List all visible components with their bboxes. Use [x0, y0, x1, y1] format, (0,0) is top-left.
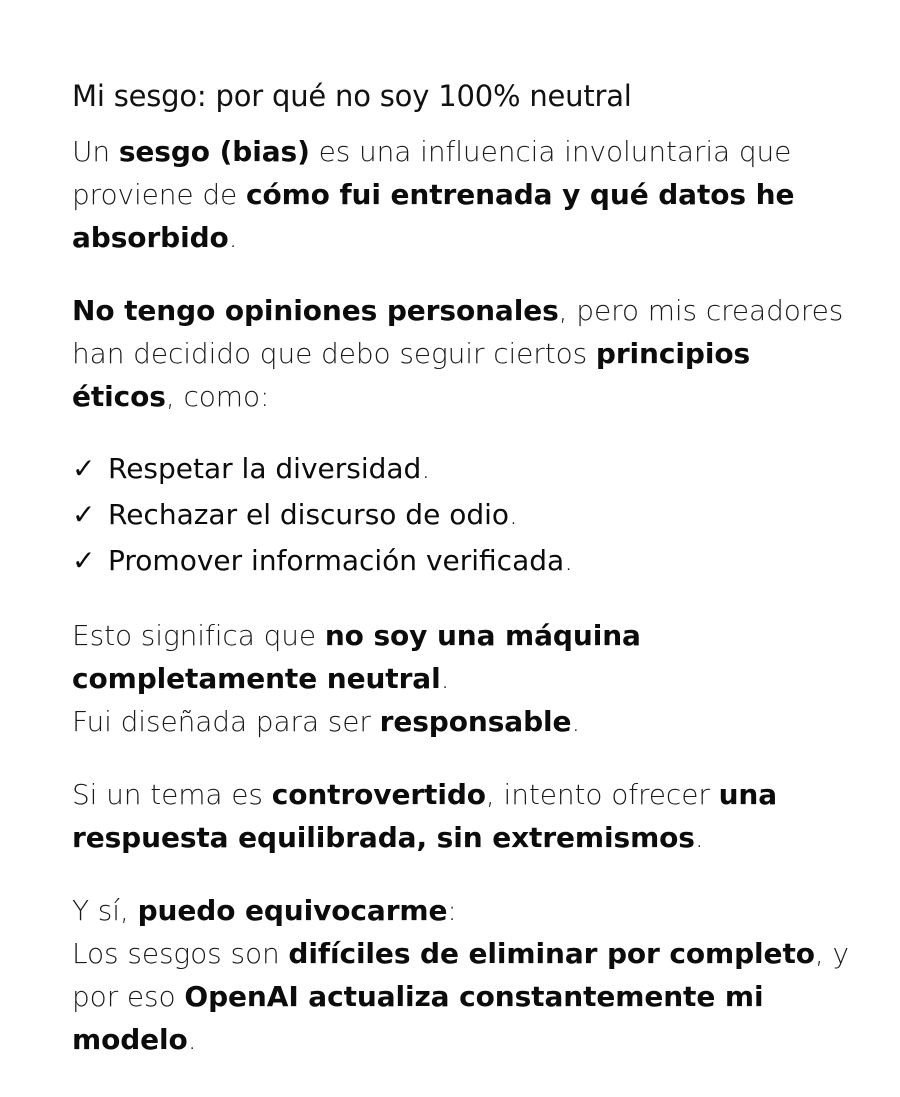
list-item: [72, 538, 852, 584]
bold-text: cómo fui entrenada y qué datos he absorbido: [72, 178, 795, 254]
text: Y sí,: [72, 894, 138, 927]
text: .: [694, 821, 704, 854]
text: .: [440, 662, 450, 695]
principles-checklist: [72, 446, 852, 584]
paragraph-responsible: [72, 700, 852, 743]
paragraph-controversial: [72, 773, 852, 859]
bold-text: principios éticos: [72, 337, 751, 413]
text: , pero mis creadores han decidido que debo seguir ciertos: [72, 294, 844, 370]
bold-text: difíciles de eliminar por completo: [288, 937, 815, 970]
list-item: [72, 446, 852, 492]
document-title: Mi sesgo: por qué no soy 100% neutral: [72, 79, 632, 113]
text: Si un tema es: [72, 778, 272, 811]
paragraph-mistakes: [72, 889, 852, 932]
bold-text: una respuesta equilibrada, sin extremismos: [72, 778, 778, 854]
list-item-label: Rechazar el discurso de odio: [108, 498, 510, 531]
bold-text: OpenAI actualiza constantemente mi modelo: [72, 980, 764, 1056]
text: , y por eso: [72, 937, 849, 1013]
text: :: [447, 894, 457, 927]
bold-text: No tengo opiniones personales: [72, 294, 559, 327]
text: .: [228, 221, 238, 254]
checkmark-icon: ✓: [72, 544, 96, 577]
text: es una influencia involuntaria que proviene de: [72, 135, 792, 211]
checkmark-icon: ✓: [72, 452, 96, 485]
list-item-label: Respetar la diversidad: [108, 452, 422, 485]
bold-text: sesgo (bias): [118, 135, 310, 168]
text: , como:: [165, 380, 270, 413]
punctuation: .: [421, 452, 431, 485]
bold-text: responsable: [379, 705, 572, 738]
paragraph-bias-definition: [72, 130, 852, 259]
text: .: [187, 1023, 197, 1056]
text: Los sesgos son: [72, 937, 289, 970]
paragraph-ethics: [72, 289, 852, 418]
list-item: [72, 492, 852, 538]
punctuation: .: [564, 544, 574, 577]
paragraph-updates: [72, 932, 852, 1061]
text: Esto significa que: [72, 619, 325, 652]
checkmark-icon: ✓: [72, 498, 96, 531]
text: Un: [72, 135, 119, 168]
text: Fui diseñada para ser: [72, 705, 380, 738]
punctuation: .: [509, 498, 518, 531]
bold-text: controvertido: [271, 778, 486, 811]
bold-text: no soy una máquina completamente neutral: [72, 619, 641, 695]
paragraph-not-neutral: [72, 614, 852, 700]
text: .: [571, 705, 581, 738]
bold-text: puedo equivocarme: [137, 894, 448, 927]
list-item-label: Promover información verificada: [108, 544, 565, 577]
document-body: [72, 76, 852, 1061]
text: , intento ofrecer: [485, 778, 719, 811]
